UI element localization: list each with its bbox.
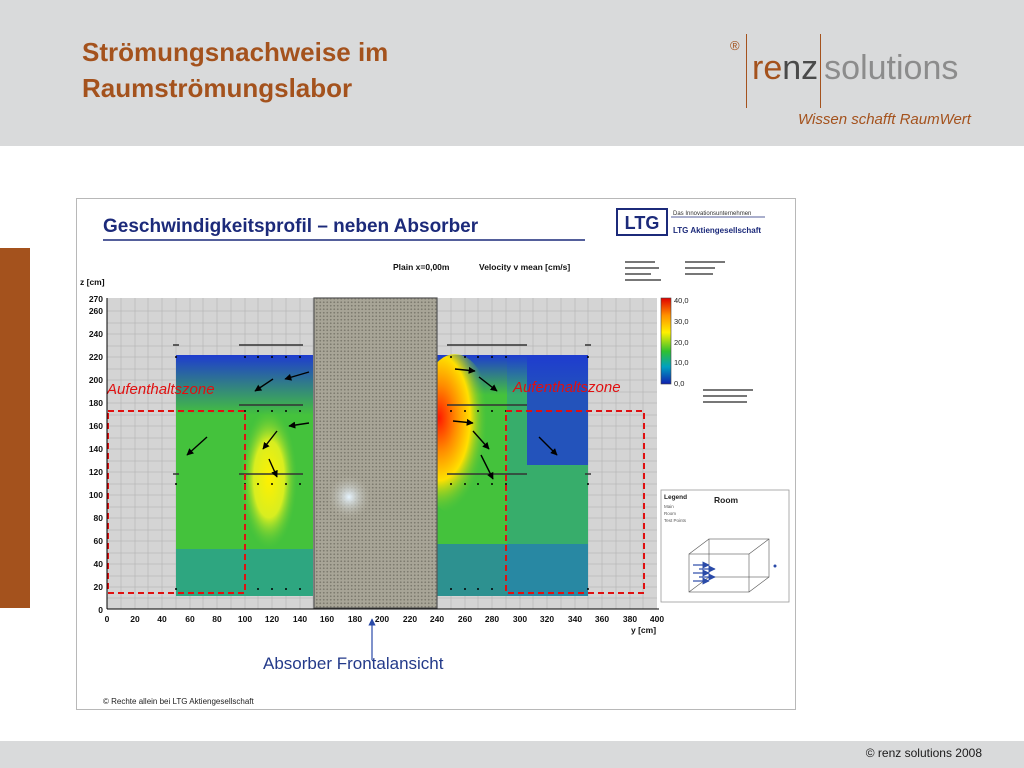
ltg-logo-text: LTG [624,213,660,233]
legend-item: Room [664,511,677,516]
side-accent-bar [0,248,30,608]
colorbar-tick: 10,0 [674,358,689,367]
plot-area [107,298,657,609]
y-tick: 380 [622,614,638,624]
z-tick: 40 [93,559,103,569]
y-tick: 320 [539,614,555,624]
logo-solutions: solutions [824,49,959,87]
y-tick: 140 [292,614,308,624]
renz-logo [752,48,958,88]
colorbar-tick: 0,0 [674,379,685,388]
y-tick: 120 [264,614,280,624]
z-tick: 180 [88,398,103,408]
y-tick: 220 [402,614,418,624]
y-tick: 100 [237,614,253,624]
z-tick: 240 [88,329,103,339]
z-tick: 140 [88,444,103,454]
y-tick: 200 [374,614,390,624]
z-tick: 120 [88,467,103,477]
colorbar-tick: 20,0 [674,338,689,347]
figure-heading: Geschwindigkeitsprofil – neben Absorber [103,216,479,237]
y-tick: 400 [649,614,665,624]
z-tick: 160 [88,421,103,431]
colorbar-ticks [674,296,689,388]
footer-copyright: © renz solutions 2008 [865,746,982,760]
y-tick: 40 [157,614,167,624]
legend-item: Main [664,504,674,509]
quantity-label: Velocity v mean [cm/s] [479,262,571,272]
y-tick-labels [105,614,665,624]
colorbar-tick: 40,0 [674,296,689,305]
logo-divider-left [746,34,747,108]
registered-mark: ® [730,38,740,53]
logo-re: re [752,49,783,87]
z-tick: 260 [88,306,103,316]
rights-note: © Rechte allein bei LTG Aktiengesellschaft [103,697,254,706]
colorbar [661,296,753,403]
y-tick: 180 [347,614,363,624]
z-tick: 270 [88,294,103,304]
y-tick: 80 [212,614,222,624]
z-tick: 80 [93,513,103,523]
zone-label-left: Aufenthaltszone [107,381,215,398]
y-tick: 60 [185,614,195,624]
legend-room-title: Room [714,495,739,505]
z-tick: 220 [88,352,103,362]
y-tick: 340 [567,614,583,624]
z-tick: 100 [88,490,103,500]
zone-label-right: Aufenthaltszone [513,379,621,396]
interpolation-info [703,389,753,403]
absorber-caption: Absorber Frontalansicht [263,654,444,673]
logo-slogan: Wissen schafft RaumWert [798,111,971,128]
legend-title: Legend [664,494,688,501]
y-tick: 280 [484,614,500,624]
company-tagline: Das Innovationsunternehmen [673,211,752,217]
y-tick: 240 [429,614,445,624]
company-name: LTG Aktiengesellschaft [673,226,762,235]
y-tick: 360 [594,614,610,624]
ltg-logo [617,209,765,235]
velocity-profile-figure [76,198,796,710]
z-tick: 60 [93,536,103,546]
file-info [625,261,725,281]
y-tick: 0 [104,614,110,624]
slide-footer [0,741,1024,768]
room-marker [774,565,777,568]
y-axis-label: y [cm] [631,625,657,635]
slide-title [82,34,562,106]
z-tick: 200 [88,375,103,385]
z-axis-label: z [cm] [80,277,105,287]
velocity-profile-svg [77,199,795,709]
logo-nz: nz [782,49,819,87]
legend-item: Test Points [664,518,687,523]
z-tick-labels [89,294,103,615]
y-tick: 160 [319,614,335,624]
room-legend [661,490,789,602]
slide-title-line2: Raumströmungslabor [82,73,353,103]
z-tick: 0 [98,605,103,615]
plain-label: Plain x=0,00m [393,262,450,272]
slide-header [0,0,1024,146]
y-tick: 260 [457,614,473,624]
absorber-panel [314,298,437,608]
colorbar-tick: 30,0 [674,317,689,326]
slide-title-line1: Strömungsnachweise im [82,37,389,67]
y-tick: 20 [130,614,140,624]
z-tick: 20 [93,582,103,592]
y-tick: 300 [512,614,528,624]
